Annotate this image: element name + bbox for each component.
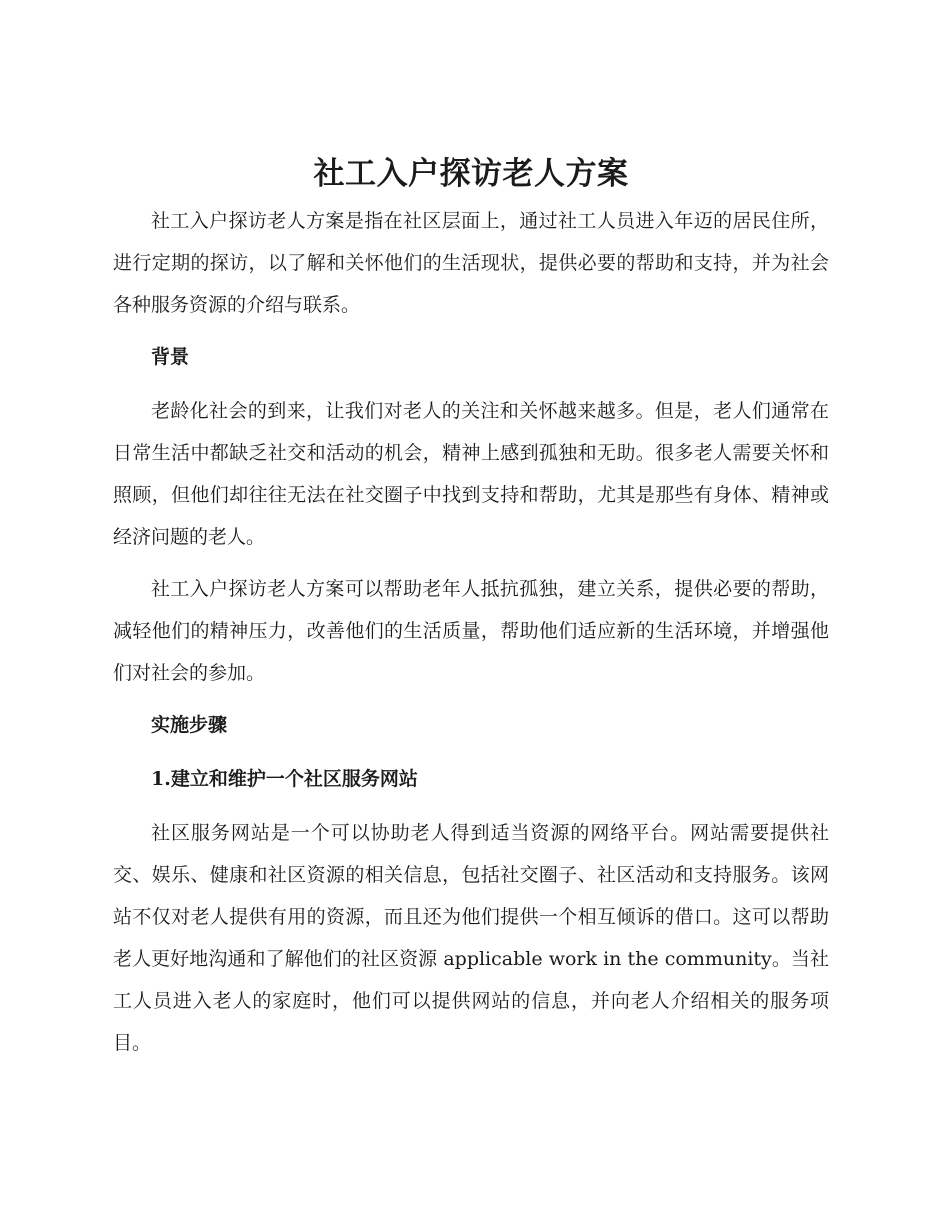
intro-paragraph: 社工入户探访老人方案是指在社区层面上，通过社工人员进入年迈的居民住所，进行定期的探访，以了解和关怀他们的生活现状，提供必要的帮助和支持，并为社会各种服务资源的介绍与联系。 <box>113 210 829 316</box>
section-heading-steps: 实施步骤 <box>151 714 228 736</box>
step-1-heading: 1.建立和维护一个社区服务网站 <box>151 768 418 790</box>
background-paragraph-2: 社工入户探访老人方案可以帮助老年人抵抗孤独，建立关系，提供必要的帮助，减轻他们的精神压力，改善他们的生活质量，帮助他们适应新的生活环境，并增强他们对社会的参加。 <box>113 578 829 684</box>
document-page <box>113 152 829 1074</box>
background-paragraph-1: 老龄化社会的到来，让我们对老人的关注和关怀越来越多。但是，老人们通常在日常生活中都缺乏社交和活动的机会，精神上感到孤独和无助。很多老人需要关怀和照顾，但他们却往往无法在社交圈子中找到支持和帮助，尤其是那些有身体、精神或经济问题的老人。 <box>113 400 829 548</box>
step-1-paragraph: 社区服务网站是一个可以协助老人得到适当资源的网络平台。网站需要提供社交、娱乐、健康和社区资源的相关信息，包括社交圈子、社区活动和支持服务。该网站不仅对老人提供有用的资源，而且还为他们提供一个相互倾诉的借口。这可以帮助老人更好地沟通和了解他们的社区资源 applicable work in the community。当社工人员进入老人的家庭时，他们可以提供网站的信息，并向老人介绍相关的服务项目。 <box>113 822 829 1054</box>
document-title: 社工入户探访老人方案 <box>313 156 629 192</box>
section-heading-background: 背景 <box>151 346 190 368</box>
